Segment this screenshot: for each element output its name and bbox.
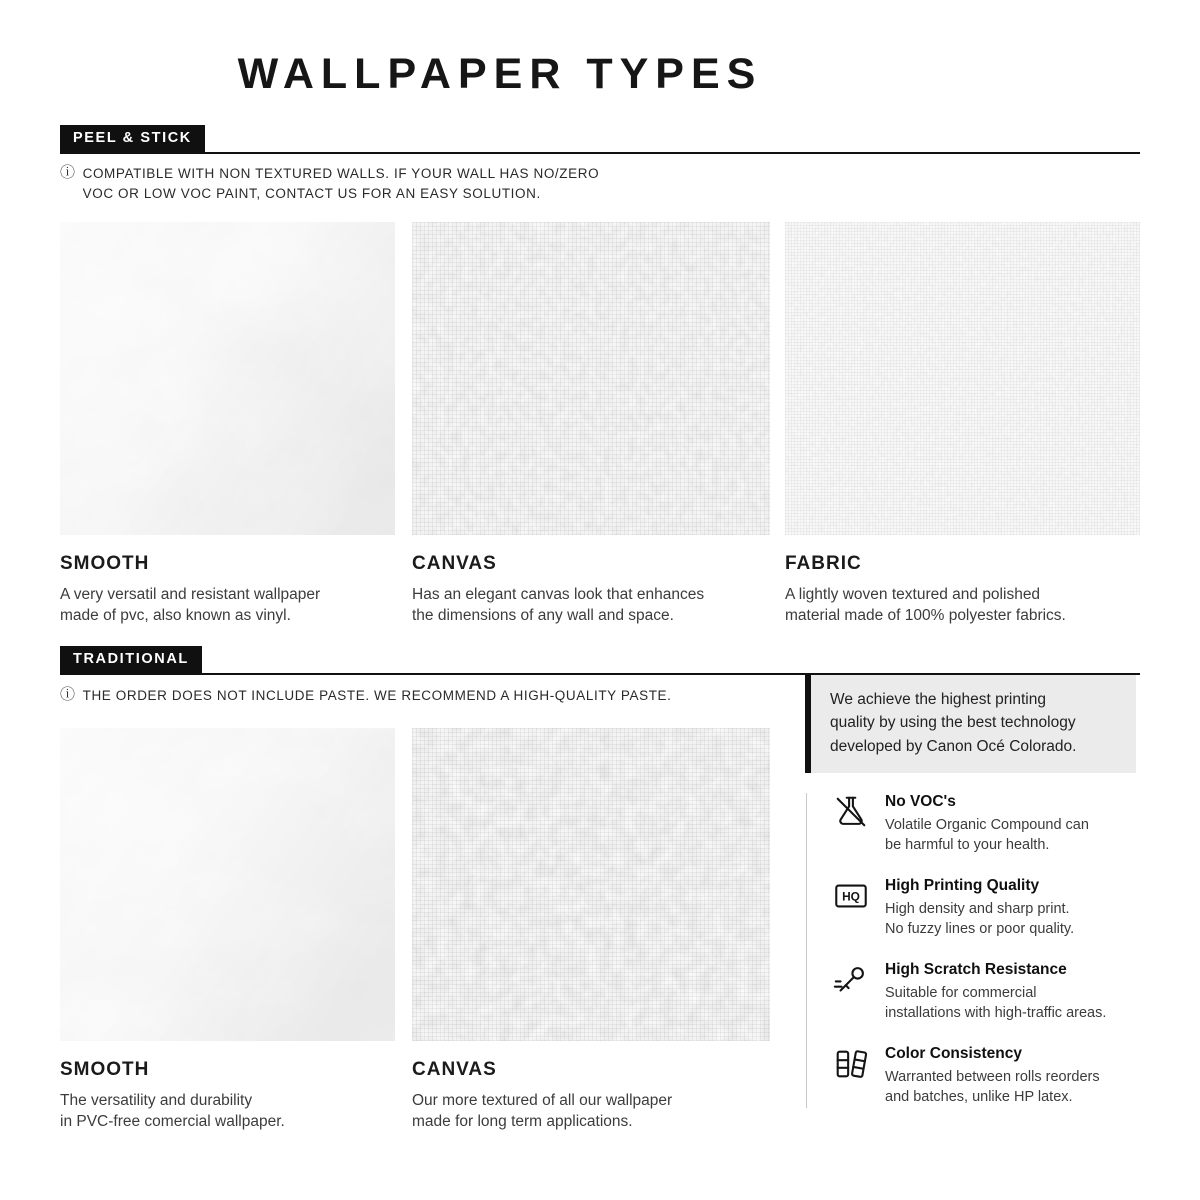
hq-icon	[832, 877, 870, 915]
quote-line: We achieve the highest printing	[830, 691, 1046, 708]
info-icon: ⓘ	[60, 686, 76, 703]
feature-text	[885, 961, 1106, 1023]
fabric-texture-image	[785, 222, 1140, 535]
feature-color-consistency	[832, 1045, 1140, 1107]
quote-line: quality by using the best technology	[830, 714, 1076, 732]
desc-line: The versatility and durability	[60, 1092, 253, 1109]
desc-line: installations with high-traffic areas.	[885, 1004, 1107, 1021]
swatch-description	[60, 1090, 395, 1133]
swatch-card-traditional-canvas	[412, 728, 770, 1133]
note-text	[83, 686, 672, 706]
info-icon: ⓘ	[60, 164, 76, 181]
desc-line: made of pvc, also known as vinyl.	[60, 607, 291, 625]
swatch-description	[785, 584, 1140, 627]
feature-description	[885, 900, 1074, 939]
swatch-label: CANVAS	[412, 553, 497, 574]
color-consistency-icon	[832, 1045, 870, 1083]
swatch-description	[60, 584, 395, 627]
feature-title: High Printing Quality	[885, 877, 1040, 895]
canvas-texture-image	[412, 222, 770, 535]
feature-title: High Scratch Resistance	[885, 961, 1067, 979]
swatch-label: SMOOTH	[60, 553, 150, 574]
feature-text	[885, 793, 1089, 855]
desc-line: the dimensions of any wall and space.	[412, 607, 674, 625]
section-badge-peel-stick: PEEL & STICK	[60, 125, 205, 152]
feature-high-scratch-resistance	[832, 961, 1140, 1023]
smooth-pvc-free-texture-image	[60, 728, 395, 1041]
feature-description	[885, 984, 1106, 1023]
feature-title: Color Consistency	[885, 1045, 1022, 1063]
desc-line: made for long term applications.	[412, 1113, 633, 1131]
desc-line: Volatile Organic Compound can	[885, 817, 1089, 833]
desc-line: be harmful to your health.	[885, 836, 1050, 853]
quote-line: developed by Canon Océ Colorado.	[830, 737, 1077, 755]
note-text	[83, 164, 600, 203]
swatch-description	[412, 584, 770, 627]
desc-line: Suitable for commercial	[885, 985, 1037, 1002]
desc-line: in PVC-free comercial wallpaper.	[60, 1113, 285, 1131]
smooth-vinyl-texture-image	[60, 222, 395, 535]
section-header-peel-stick	[60, 125, 1140, 154]
feature-text	[885, 1045, 1100, 1107]
desc-line: Has an elegant canvas look that enhances	[412, 586, 705, 603]
note-line: COMPATIBLE WITH NON TEXTURED WALLS. IF YOUR WALL HAS NO/ZERO	[82, 166, 600, 181]
feature-title: No VOC's	[885, 793, 956, 810]
desc-line: Our more textured of all our wallpaper	[412, 1092, 673, 1109]
swatch-description	[412, 1090, 770, 1133]
desc-line: and batches, unlike HP latex.	[885, 1088, 1073, 1105]
section-badge-traditional: TRADITIONAL	[60, 646, 202, 673]
feature-description	[885, 1068, 1100, 1107]
desc-line: A lightly woven textured and polished	[785, 586, 1041, 603]
swatch-label: FABRIC	[785, 553, 862, 574]
canvas-textured-image	[412, 728, 770, 1041]
section-header-traditional	[60, 646, 1140, 675]
note-peel-stick	[60, 164, 599, 203]
note-line: THE ORDER DOES NOT INCLUDE PASTE. WE RECOMMEND A HIGH-QUALITY PASTE.	[82, 688, 672, 703]
desc-line: material made of 100% polyester fabrics.	[785, 607, 1066, 625]
desc-line: Warranted between rolls reorders	[885, 1069, 1100, 1086]
feature-no-voc	[832, 793, 1140, 855]
desc-line: A very versatil and resistant wallpaper	[60, 586, 321, 603]
swatch-card-peel-stick-smooth	[60, 222, 395, 627]
feature-description	[885, 816, 1089, 855]
page-title: WALLPAPER TYPES	[237, 50, 763, 98]
swatch-card-peel-stick-fabric	[785, 222, 1140, 627]
swatch-card-traditional-smooth	[60, 728, 395, 1133]
swatch-label: SMOOTH	[60, 1059, 150, 1080]
feature-high-printing-quality	[832, 877, 1140, 939]
feature-list	[806, 793, 1140, 1108]
printing-quality-quote	[805, 675, 1136, 773]
swatch-label: CANVAS	[412, 1059, 497, 1080]
scratch-resistance-icon	[832, 961, 870, 999]
note-traditional	[60, 686, 672, 706]
note-line: VOC OR LOW VOC PAINT, CONTACT US FOR AN EASY SOLUTION.	[82, 185, 541, 201]
no-voc-icon	[832, 793, 870, 831]
feature-text	[885, 877, 1074, 939]
desc-line: No fuzzy lines or poor quality.	[885, 920, 1075, 937]
desc-line: High density and sharp print.	[885, 901, 1070, 918]
swatch-card-peel-stick-canvas	[412, 222, 770, 627]
hq-icon-label: HQ	[842, 889, 860, 904]
